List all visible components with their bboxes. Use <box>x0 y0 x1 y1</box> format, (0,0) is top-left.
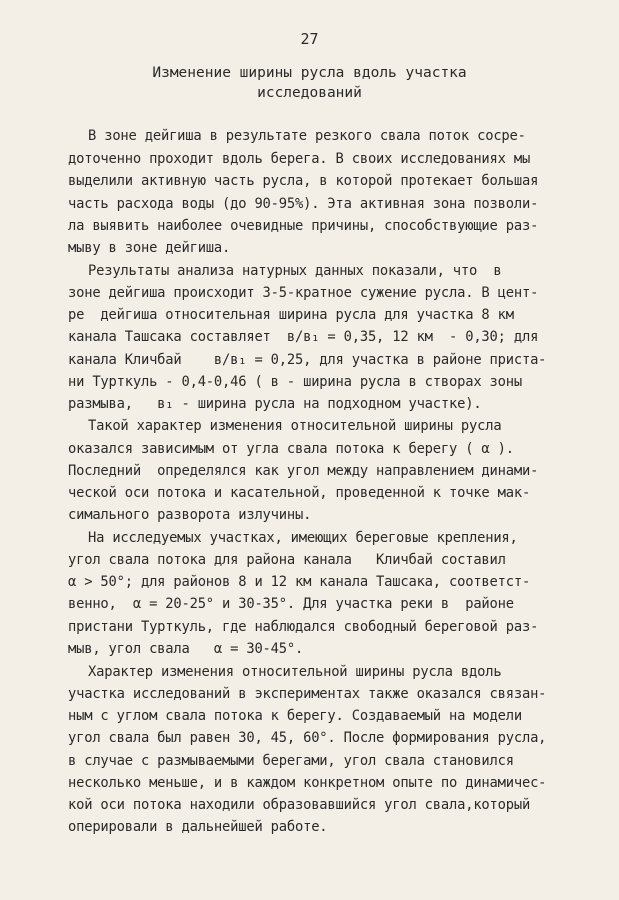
page-number: 27 <box>300 30 319 48</box>
text-line: ни Турткуль - 0,4-0,46 ( в - ширина русла в створах зоны <box>68 374 522 390</box>
text-line: несколько меньше, и в каждом конкретном опыте по динамичес- <box>68 775 547 791</box>
text-line: оказался зависимым от угла свала потока к берегу ( α ). <box>68 441 514 457</box>
text-line: канала Кличбай в/в₁ = 0,25, для участка в районе приста- <box>68 352 547 368</box>
text-line: ла выявить наиболее очевидные причины, способствующие раз- <box>68 218 539 234</box>
text-line: На исследуемых участках, имеющих береговые крепления, <box>88 530 518 546</box>
section-title <box>0 63 619 103</box>
section-title-line-1: Изменение ширины русла вдоль участка <box>152 65 467 81</box>
text-line: мыв, угол свала α = 30-45°. <box>68 641 304 657</box>
text-line: мыву в зоне дейгиша. <box>68 240 231 256</box>
text-line: выделили активную часть русла, в которой протекает большая <box>68 173 539 189</box>
text-line: угол свала был равен 30, 45, 60°. После формирования русла, <box>68 730 547 746</box>
text-line: В зоне дейгиша в результате резкого свала поток сосре- <box>88 128 526 144</box>
text-line: размыва, в₁ - ширина русла на подходном участке). <box>68 396 482 412</box>
text-line: доточенно проходит вдоль берега. В своих исследованиях мы <box>68 151 531 167</box>
text-line: оперировали в дальнейшей работе. <box>68 819 328 835</box>
text-line: Характер изменения относительной ширины русла вдоль <box>88 664 502 680</box>
text-line: в случае с размываемыми берегами, угол свала становился <box>68 753 514 769</box>
text-line: симального разворота излучины. <box>68 507 312 523</box>
text-line: α > 50°; для районов 8 и 12 км канала Ташсака, соответст- <box>68 574 531 590</box>
text-line: кой оси потока находили образовавшийся угол свала,который <box>68 797 531 813</box>
text-line: ческой оси потока и касательной, проведенной к точке мак- <box>68 485 531 501</box>
text-line: венно, α = 20-25° и 30-35°. Для участка реки в районе <box>68 596 514 612</box>
text-line: Последний определялся как угол между направлением динами- <box>68 463 539 479</box>
text-line: ре дейгиша относительная ширина русла для участка 8 км <box>68 307 514 323</box>
text-line: угол свала потока для района канала Кличбай составил <box>68 552 506 568</box>
text-line: Такой характер изменения относительной ширины русла <box>88 418 502 434</box>
text-line: ным с углом свала потока к берегу. Создаваемый на модели <box>68 708 522 724</box>
text-line: участка исследований в экспериментах также оказался связан- <box>68 686 547 702</box>
text-line: пристани Турткуль, где наблюдался свободный береговой раз- <box>68 619 539 635</box>
section-title-line-2: исследований <box>257 85 362 101</box>
text-line: зоне дейгиша происходит 3-5-кратное сужение русла. В цент- <box>68 285 539 301</box>
text-line: часть расхода воды (до 90-95%). Эта активная зона позволи- <box>68 196 539 212</box>
text-line: канала Ташсака составляет в/в₁ = 0,35, 12 км - 0,30; для <box>68 329 539 345</box>
text-line: Результаты анализа натурных данных показали, что в <box>88 263 502 279</box>
